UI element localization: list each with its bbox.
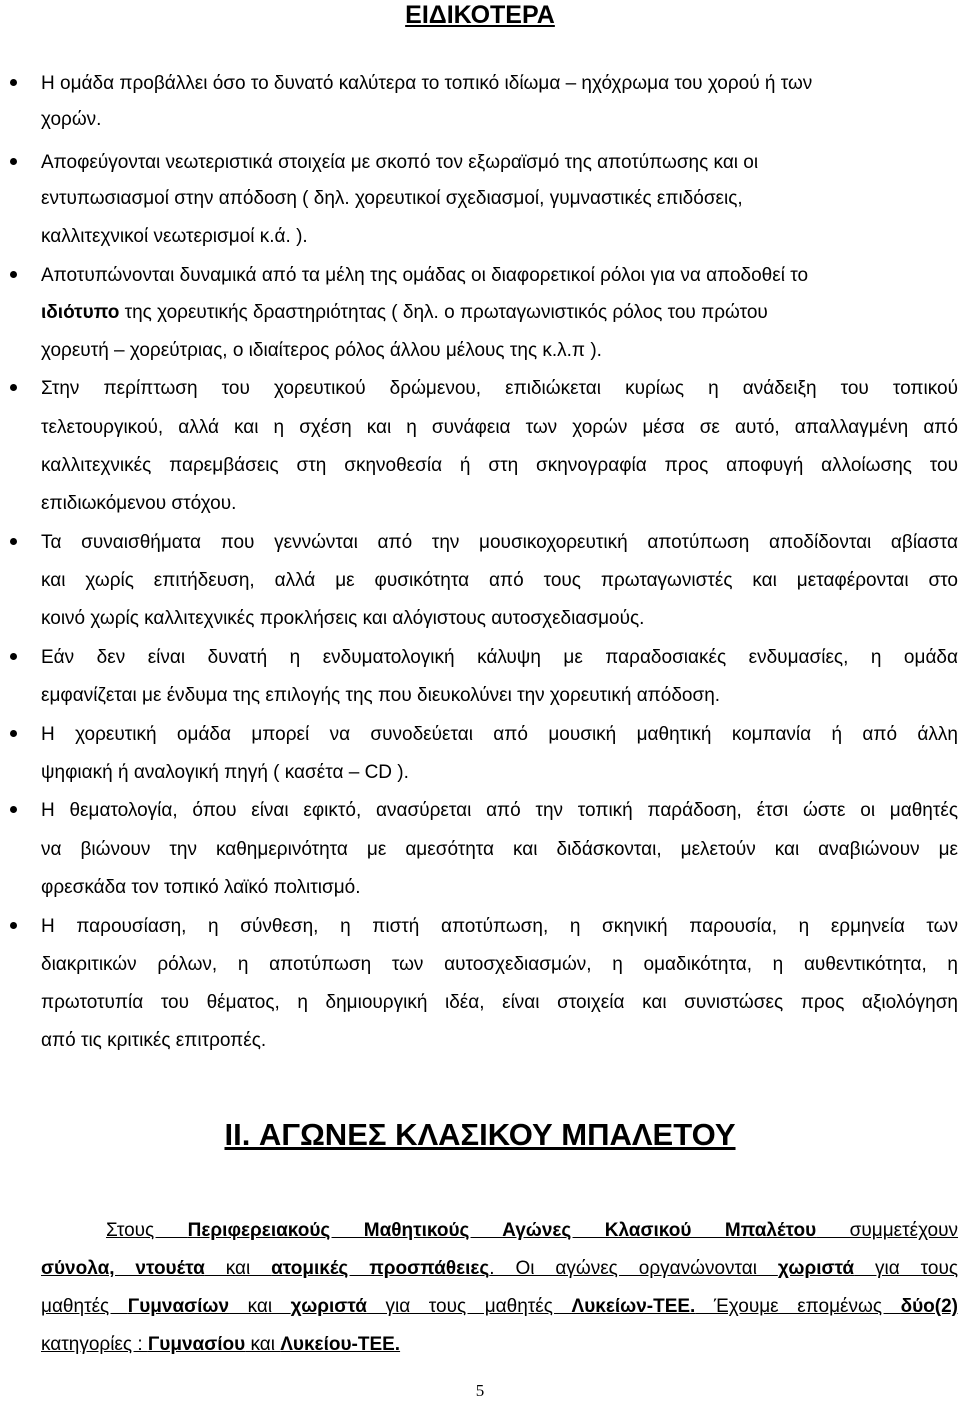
list-item-line: ψηφιακή ή αναλογική πηγή ( κασέτα – CD ). <box>41 762 409 783</box>
list-item-line: κοινό χωρίς καλλιτεχνικές προκλήσεις και αλόγιστους αυτοσχεδιασμούς. <box>41 608 645 629</box>
bullet-dot <box>10 384 17 391</box>
list-item-line: εντυπωσιασμοί στην απόδοση ( δηλ. χορευτικοί σχεδιασμοί, γυμναστικές επιδόσεις, <box>41 188 743 209</box>
paragraph-line: Στους Περιφερειακούς Μαθητικούς Αγώνες Κλασικού Μπαλέτου συμμετέχουν <box>106 1220 959 1241</box>
list-item-line: Στην περίπτωση του χορευτικού δρώμενου, επιδιώκεται κυρίως η ανάδειξη του τοπικού <box>41 378 958 399</box>
bullet-dot <box>10 158 17 165</box>
list-item-line: και χωρίς επιτήδευση, αλλά με φυσικότητα από τους πρωταγωνιστές και μεταφέρονται στο <box>41 570 958 591</box>
list-item-line: χορών. <box>41 109 102 130</box>
page-heading: ΕΙΔΙΚΟΤΕΡΑ <box>405 1 555 29</box>
list-item-line: Η θεματολογία, όπου είναι εφικτό, ανασύρεται από την τοπική παράδοση, έτσι ώστε οι μαθητές <box>41 800 958 821</box>
section-title: II. ΑΓΩΝΕΣ ΚΛΑΣΙΚΟΥ ΜΠΑΛΕΤΟΥ <box>224 1117 736 1152</box>
list-item-line: Η χορευτική ομάδα μπορεί να συνοδεύεται από μουσική μαθητική κομπανία ή από άλλη <box>41 724 958 745</box>
bullet-dot <box>10 922 17 929</box>
list-item-line: φρεσκάδα τον τοπικό λαϊκό πολιτισμό. <box>41 877 361 898</box>
bullet-dot <box>10 271 17 278</box>
list-item-line: τελετουργικού, αλλά και η σχέση και η συνάφεια των χορών μέσα σε αυτό, απαλλαγμένη από <box>41 417 958 438</box>
list-item-line: ιδιότυπο της χορευτικής δραστηριότητας ( δηλ. ο πρωταγωνιστικός ρόλος του πρώτου <box>41 302 768 323</box>
list-item-line: καλλιτεχνικές παρεμβάσεις στη σκηνοθεσία ή στη σκηνογραφία προς αποφυγή αλλοίωσης του <box>41 455 958 476</box>
list-item-line: Η παρουσίαση, η σύνθεση, η πιστή αποτύπωση, η σκηνική παρουσία, η ερμηνεία των <box>41 916 958 937</box>
bullet-dot <box>10 538 17 545</box>
list-item-line: Εάν δεν είναι δυνατή η ενδυματολογική κάλυψη με παραδοσιακές ενδυμασίες, η ομάδα <box>41 647 958 668</box>
list-item-line: εμφανίζεται με ένδυμα της επιλογής της που διευκολύνει την χορευτική απόδοση. <box>41 685 721 706</box>
list-item-line: Τα συναισθήματα που γεννώνται από την μουσικοχορευτική αποτύπωση αποδίδονται αβίαστα <box>41 532 958 553</box>
list-item-line: από τις κριτικές επιτροπές. <box>41 1030 267 1051</box>
list-item-line: Αποφεύγονται νεωτεριστικά στοιχεία με σκοπό τον εξωραϊσμό της αποτύπωσης και οι <box>41 152 759 173</box>
bullet-dot <box>10 653 17 660</box>
list-item-line: Η ομάδα προβάλλει όσο το δυνατό καλύτερα το τοπικό ιδίωμα – ηχόχρωμα του χορού ή των <box>41 73 813 94</box>
list-item-line: επιδιωκόμενου στόχου. <box>41 493 237 514</box>
bullet-dot <box>10 806 17 813</box>
page-number: 5 <box>475 1381 485 1400</box>
list-item-line: καλλιτεχνικοί νεωτερισμοί κ.ά. ). <box>41 226 308 247</box>
list-item-line: Αποτυπώνονται δυναμικά από τα μέλη της ομάδας οι διαφορετικοί ρόλοι για να αποδοθεί το <box>41 265 809 286</box>
bullet-dot <box>10 730 17 737</box>
bold-term: ιδιότυπο <box>41 302 120 323</box>
paragraph-line: κατηγορίες : Γυμνασίου και Λυκείου-ΤΕΕ. <box>41 1334 401 1355</box>
list-item-line: πρωτοτυπία του θέματος, η δημιουργική ιδέα, είναι στοιχεία και συνιστώσες προς αξιολόγηση <box>41 992 958 1013</box>
paragraph-line: μαθητές Γυμνασίων και χωριστά για τους μαθητές Λυκείων-ΤΕΕ. Έχουμε επομένως δύο(2) <box>41 1296 958 1317</box>
list-item-line: διακριτικών ρόλων, η αποτύπωση των αυτοσχεδιασμών, η ομαδικότητα, η αυθεντικότητα, η <box>41 954 958 975</box>
paragraph-line: σύνολα, ντουέτα και ατομικές προσπάθειες. Οι αγώνες οργανώνονται χωριστά για τους <box>41 1258 958 1279</box>
bullet-dot <box>10 79 17 86</box>
list-item-line: να βιώνουν την καθημερινότητα με αμεσότητα και διδάσκονται, μελετούν και αναβιώνουν με <box>41 839 958 860</box>
list-item-line: χορευτή – χορεύτριας, ο ιδιαίτερος ρόλος άλλου μέλους της κ.λ.π ). <box>41 340 602 361</box>
